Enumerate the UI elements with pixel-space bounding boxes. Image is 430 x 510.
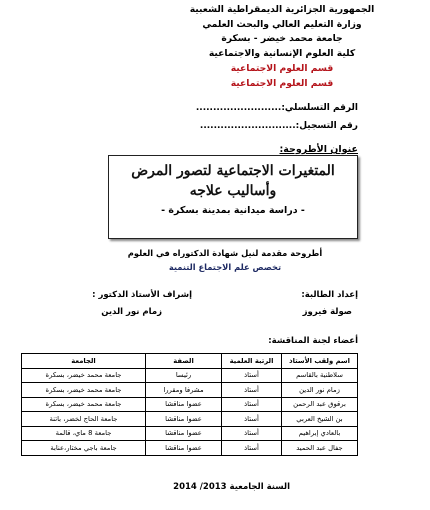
member-university: جامعة باجي مختار،عنابة (22, 441, 146, 456)
member-role: عضوا مناقشا (146, 441, 222, 456)
member-university: جامعة محمد خيضر، بسكرة (22, 397, 146, 412)
member-name: بن الشيخ العربي (282, 412, 358, 427)
thesis-subtitle: - دراسة ميدانية بمدينة بسكرة - (161, 205, 305, 216)
institution-header (172, 3, 392, 91)
header-academic-rank: الرتبة العلمية (222, 354, 282, 369)
student-name: صولة فيروز (302, 307, 352, 317)
member-rank: أستاذ (222, 441, 282, 456)
header-professor-name: اسم ولقب الأستاذ (282, 354, 358, 369)
thesis-title-line-2: وأساليب علاجه (189, 183, 277, 199)
member-name: برقوق عبد الرحمن (282, 397, 358, 412)
supervisor-name: زمام نور الدين (101, 307, 162, 317)
header-role: الصفة (146, 354, 222, 369)
member-role: عضوا مناقشا (146, 397, 222, 412)
presentation-statement (125, 246, 325, 274)
member-rank: أستاذ (222, 383, 282, 398)
serial-number-label: الرقم التسلسلي:......................... (195, 103, 358, 113)
student-label: إعداد الطالبة: (301, 290, 358, 300)
republic-name: الجمهورية الجزائرية الديمقراطية الشعبية (189, 4, 375, 15)
department-name: قسم العلوم الاجتماعية (230, 62, 334, 74)
table-row (22, 441, 358, 456)
registration-number-label: رقم التسجيل:............................ (199, 121, 358, 131)
committee-table (21, 353, 358, 456)
member-role: عضوا مناقشا (146, 412, 222, 427)
member-rank: أستاذ (222, 426, 282, 441)
member-name: سلاطنية بالقاسم (282, 368, 358, 383)
ministry-name: وزارة التعليم العالي والبحث العلمي (202, 18, 362, 30)
member-rank: أستاذ (222, 412, 282, 427)
member-name: جفال عبد الحميد (282, 441, 358, 456)
member-rank: أستاذ (222, 397, 282, 412)
thesis-title-box (108, 155, 358, 239)
member-university: جامعة 8 ماي، قالمة (22, 426, 146, 441)
table-row (22, 412, 358, 427)
member-rank: أستاذ (222, 368, 282, 383)
supervisor-label: إشراف الأستاذ الدكتور : (92, 290, 192, 300)
committee-table-header (22, 354, 358, 369)
member-university: جامعة محمد خيضر، بسكرة (22, 383, 146, 398)
member-name: زمام نور الدين (282, 383, 358, 398)
committee-title: أعضاء لجنة المناقشة: (268, 336, 358, 346)
presentation-line-2: تخصص علم الاجتماع التنمية (168, 262, 282, 272)
member-university: جامعة محمد خيضر، بسكرة (22, 368, 146, 383)
table-row (22, 368, 358, 383)
presentation-line-1: أطروحة مقدمة لنيل شهادة الدكتوراه في العلوم (127, 248, 323, 258)
member-role: رئيسا (146, 368, 222, 383)
header-university: الجامعة (22, 354, 146, 369)
member-university: جامعة الحاج لخضر، باتنة (22, 412, 146, 427)
table-row (22, 426, 358, 441)
faculty-name: كلية العلوم الإنسانية والاجتماعية (208, 48, 356, 60)
thesis-title-line-1: المتغيرات الاجتماعية لتصور المرض (131, 163, 335, 179)
department-name-repeat: قسم العلوم الاجتماعية (230, 77, 334, 89)
member-name: بالعادي إبراهيم (282, 426, 358, 441)
member-role: عضوا مناقشا (146, 426, 222, 441)
table-row (22, 397, 358, 412)
academic-year: السنة الجامعية 2013/ 2014 (173, 482, 290, 492)
table-row (22, 383, 358, 398)
thesis-title-label: عنوان الأطروحة: (279, 144, 358, 155)
university-name: جامعة محمد خيضر - بسكرة (221, 33, 343, 45)
member-role: مشرفا ومقررا (146, 383, 222, 398)
